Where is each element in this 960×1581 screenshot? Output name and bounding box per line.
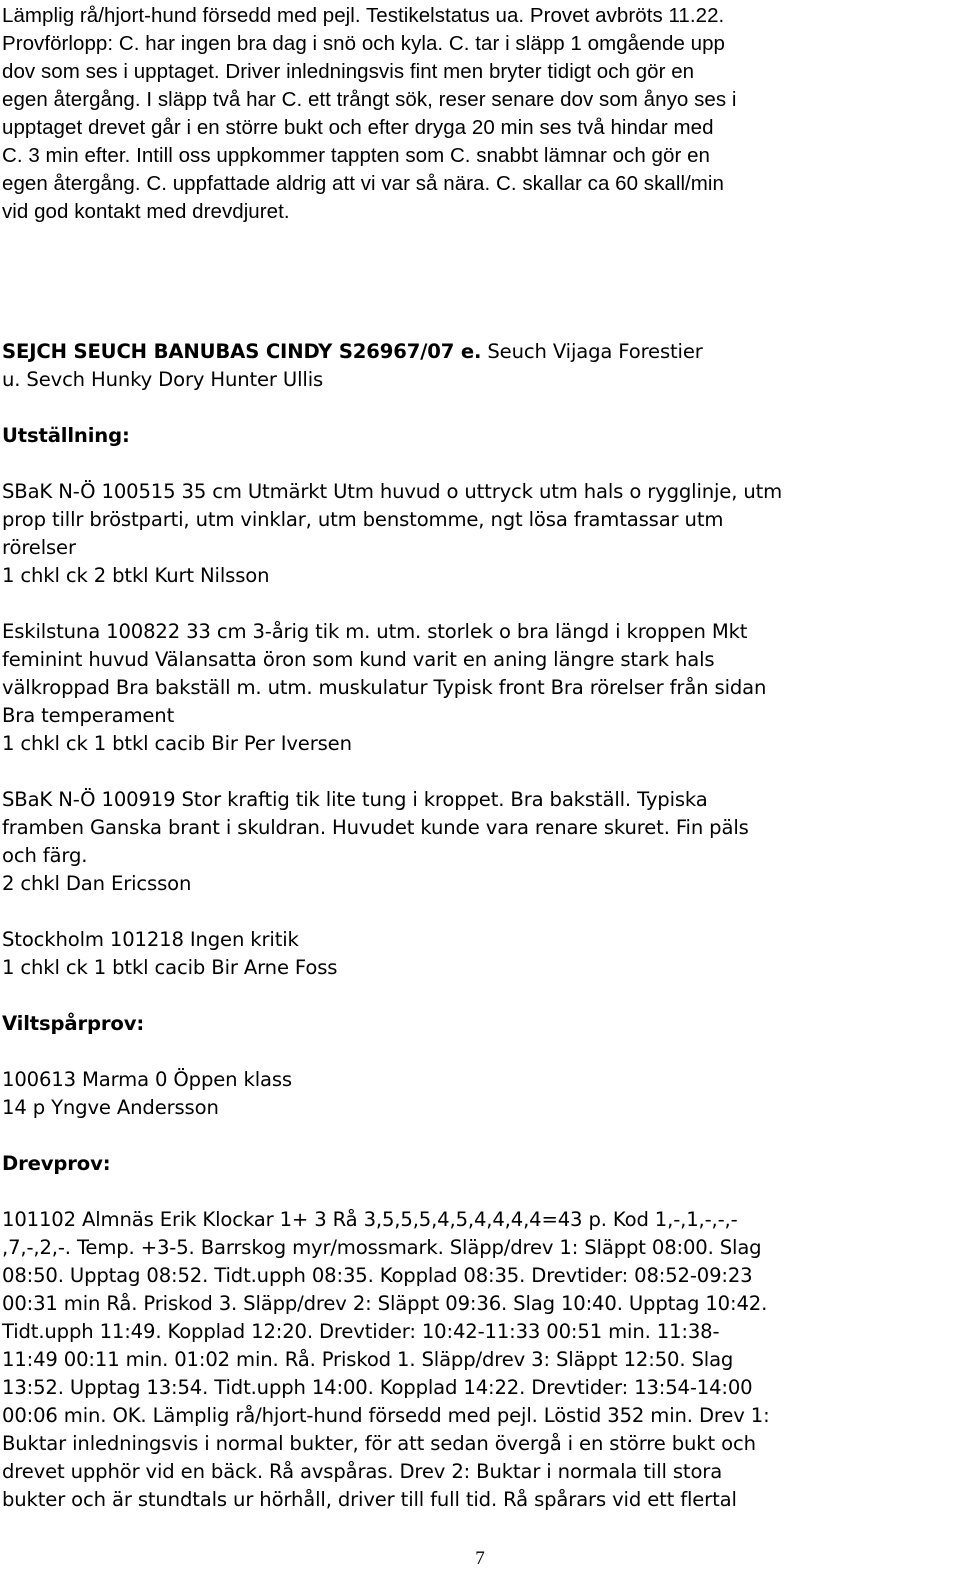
dog-dam: u. Sevch Hunky Dory Hunter Ullis: [2, 368, 324, 391]
show-line: 1 chkl ck 1 btkl cacib Bir Arne Foss: [2, 956, 338, 979]
drive-line: 11:49 00:11 min. 01:02 min. Rå. Priskod 1. Släpp/drev 3: Släppt 12:50. Slag: [2, 1348, 734, 1371]
show-line: Stockholm 101218 Ingen kritik: [2, 928, 299, 951]
show-line: feminint huvud Välansatta öron som kund varit en aning längre stark hals: [2, 648, 715, 671]
dog-sire: Seuch Vijaga Forestier: [481, 340, 703, 363]
show-line: rörelser: [2, 536, 76, 559]
drive-line: 13:52. Upptag 13:54. Tidt.upph 14:00. Kopplad 14:22. Drevtider: 13:54-14:00: [2, 1376, 753, 1399]
intro-line: egen återgång. I släpp två har C. ett trångt sök, reser senare dov som ånyo ses i: [2, 88, 737, 111]
intro-line: egen återgång. C. uppfattade aldrig att vi var så nära. C. skallar ca 60 skall/min: [2, 172, 724, 195]
drive-line: 08:50. Upptag 08:52. Tidt.upph 08:35. Kopplad 08:35. Drevtider: 08:52-09:23: [2, 1264, 753, 1287]
dog-heading: [2, 338, 703, 366]
show-line: 1 chkl ck 1 btkl cacib Bir Per Iversen: [2, 732, 352, 755]
drive-line: 00:31 min Rå. Priskod 3. Släpp/drev 2: Släppt 09:36. Slag 10:40. Upptag 10:42.: [2, 1292, 768, 1315]
trail-line: 100613 Marma 0 Öppen klass: [2, 1068, 292, 1091]
page-number: 7: [475, 1548, 485, 1569]
show-line: framben Ganska brant i skuldran. Huvudet kunde vara renare skuret. Fin päls: [2, 816, 749, 839]
show-line: Bra temperament: [2, 704, 175, 727]
show-line: Eskilstuna 100822 33 cm 3-årig tik m. utm. storlek o bra längd i kroppen Mkt: [2, 620, 748, 643]
trail-line: 14 p Yngve Andersson: [2, 1096, 219, 1119]
intro-line: Provförlopp: C. har ingen bra dag i snö och kyla. C. tar i släpp 1 omgående upp: [2, 32, 726, 55]
intro-line: C. 3 min efter. Intill oss uppkommer tappten som C. snabbt lämnar och gör en: [2, 144, 710, 167]
drive-line: 101102 Almnäs Erik Klockar 1+ 3 Rå 3,5,5,5,4,5,4,4,4,4=43 p. Kod 1,-,1,-,-,-: [2, 1208, 738, 1231]
show-line: prop tillr bröstparti, utm vinklar, utm benstomme, ngt lösa framtassar utm: [2, 508, 724, 531]
show-line: SBaK N-Ö 100919 Stor kraftig tik lite tung i kroppet. Bra bakställ. Typiska: [2, 788, 708, 811]
drive-line: bukter och är stundtals ur hörhåll, driver till full tid. Rå spårars vid ett flertal: [2, 1488, 737, 1511]
show-line: 2 chkl Dan Ericsson: [2, 872, 192, 895]
intro-line: Lämplig rå/hjort-hund försedd med pejl. Testikelstatus ua. Provet avbröts 11.22.: [2, 4, 725, 27]
drive-line: drevet upphör vid en bäck. Rå avspåras. Drev 2: Buktar i normala till stora: [2, 1460, 723, 1483]
section-heading-drevprov: Drevprov:: [2, 1152, 111, 1175]
intro-line: dov som ses i upptaget. Driver inledningsvis fint men bryter tidigt och gör en: [2, 60, 695, 83]
dog-name: SEJCH SEUCH BANUBAS CINDY S26967/07 e.: [2, 340, 482, 363]
drive-line: 00:06 min. OK. Lämplig rå/hjort-hund försedd med pejl. Löstid 352 min. Drev 1:: [2, 1404, 770, 1427]
intro-line: upptaget drevet går i en större bukt och efter dryga 20 min ses två hindar med: [2, 116, 714, 139]
show-line: och färg.: [2, 844, 88, 867]
drive-line: ,7,-,2,-. Temp. +3-5. Barrskog myr/mossmark. Släpp/drev 1: Släppt 08:00. Slag: [2, 1236, 762, 1259]
show-line: välkroppad Bra bakställ m. utm. muskulatur Typisk front Bra rörelser från sidan: [2, 676, 767, 699]
intro-line: vid god kontakt med drevdjuret.: [2, 200, 290, 223]
drive-line: Tidt.upph 11:49. Kopplad 12:20. Drevtider: 10:42-11:33 00:51 min. 11:38-: [2, 1320, 720, 1343]
show-line: SBaK N-Ö 100515 35 cm Utmärkt Utm huvud o uttryck utm hals o rygglinje, utm: [2, 480, 783, 503]
drive-line: Buktar inledningsvis i normal bukter, för att sedan övergå i en större bukt och: [2, 1432, 756, 1455]
show-line: 1 chkl ck 2 btkl Kurt Nilsson: [2, 564, 270, 587]
section-heading-utstallning: Utställning:: [2, 424, 130, 447]
section-heading-viltsparprov: Viltspårprov:: [2, 1012, 144, 1035]
